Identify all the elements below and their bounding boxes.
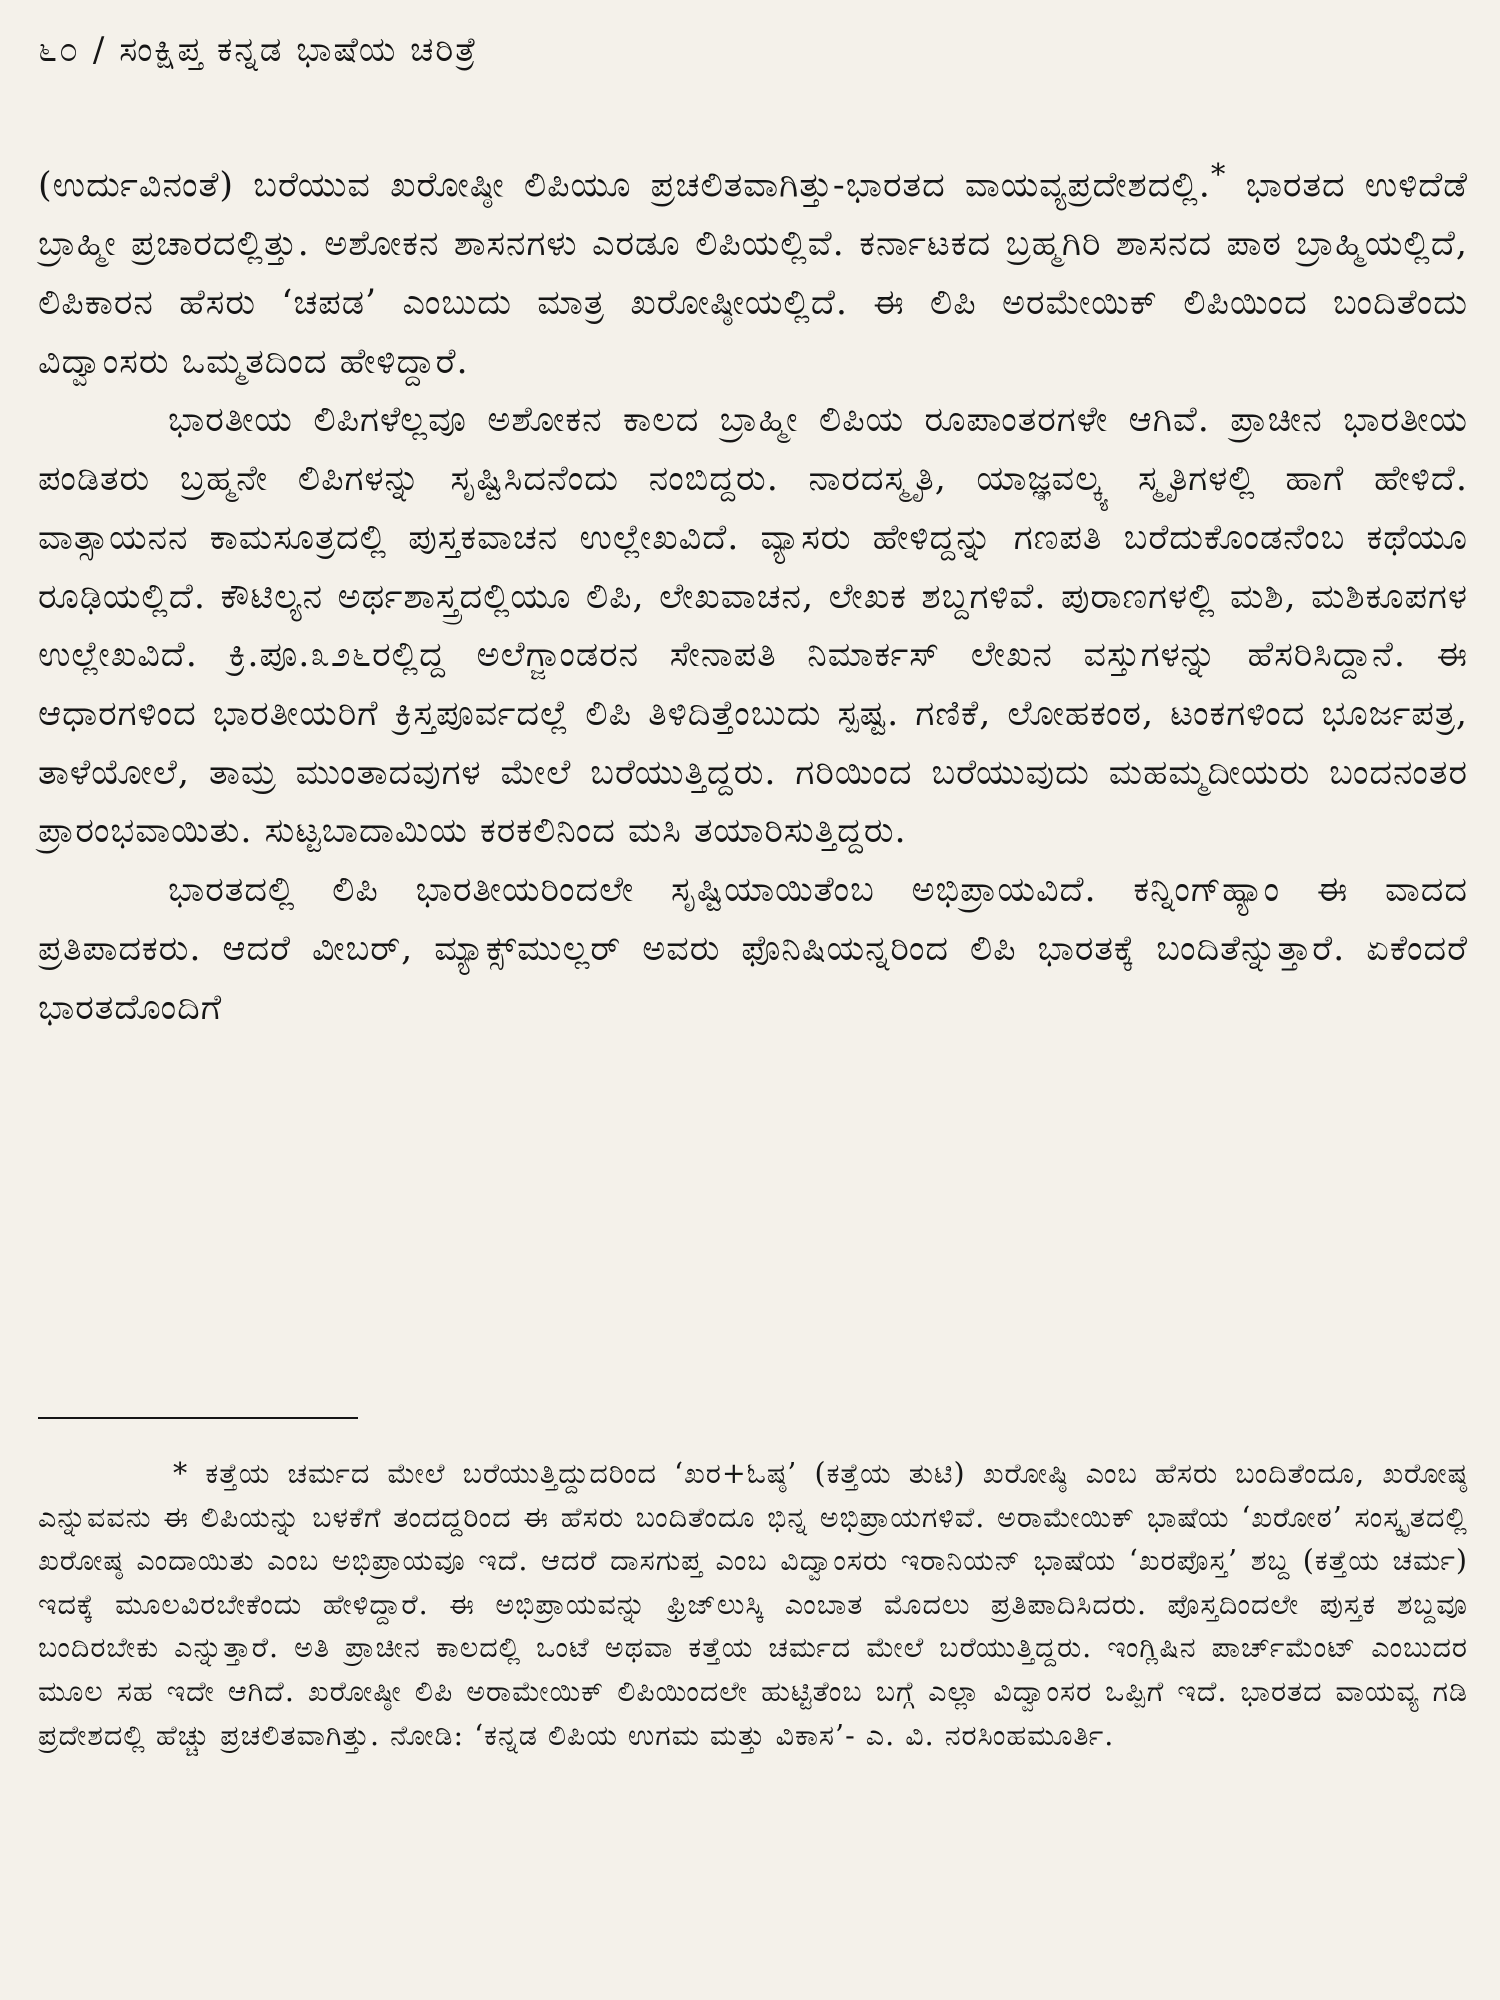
footnote [38,1452,1468,1757]
paragraph-1 [38,145,1468,391]
footnote-text: ಕತ್ತೆಯ ಚರ್ಮದ ಮೇಲೆ ಬರೆಯುತ್ತಿದ್ದುದರಿಂದ ‘ಖರ+ಓಷ್ಠ’ (ಕತ್ತೆಯ ತುಟಿ) ಖರೋಷ್ಠಿ ಎಂಬ ಹೆಸರು ಬಂದಿತೆಂದೂ, ಖರೋಷ್ಠ ಎನ್ನುವವನು ಈ ಲಿಪಿಯನ್ನು ಬಳಕೆಗೆ ತಂದದ್ದರಿಂದ ಈ ಹೆಸರು ಬಂದಿತೆಂದೂ ಭಿನ್ನ ಅಭಿಪ್ರಾಯಗಳಿವೆ. ಅರಾಮೇಯಿಕ್ ಭಾಷೆಯ ‘ಖರೋಠ’ ಸಂಸ್ಕೃತದಲ್ಲಿ ಖರೋಷ್ಠ ಎಂದಾಯಿತು ಎಂಬ ಅಭಿಪ್ರಾಯವೂ ಇದೆ. ಆದರೆ ದಾಸಗುಪ್ತ ಎಂಬ ವಿದ್ವಾಂಸರು ಇರಾನಿಯನ್ ಭಾಷೆಯ ‘ಖರಪೊಸ್ತ’ ಶಬ್ದ (ಕತ್ತೆಯ ಚರ್ಮ) ಇದಕ್ಕೆ ಮೂಲವಿರಬೇಕೆಂದು ಹೇಳಿದ್ದಾರೆ. ಈ ಅಭಿಪ್ರಾಯವನ್ನು ಫ್ರಿಜ್‌ಲುಸ್ಕಿ ಎಂಬಾತ ಮೊದಲು ಪ್ರತಿಪಾದಿಸಿದರು. ಪೊಸ್ತದಿಂದಲೇ ಪುಸ್ತಕ ಶಬ್ದವೂ ಬಂದಿರಬೇಕು ಎನ್ನುತ್ತಾರೆ. ಅತಿ ಪ್ರಾಚೀನ ಕಾಲದಲ್ಲಿ ಒಂಟೆ ಅಥವಾ ಕತ್ತೆಯ ಚರ್ಮದ ಮೇಲೆ ಬರೆಯುತ್ತಿದ್ದರು. ಇಂಗ್ಲಿಷಿನ ಪಾರ್ಚ್‌ಮೆಂಟ್ ಎಂಬುದರ ಮೂಲ ಸಹ ಇದೇ ಆಗಿದೆ. ಖರೋಷ್ಠೀ ಲಿಪಿ ಅರಾಮೇಯಿಕ್ ಲಿಪಿಯಿಂದಲೇ ಹುಟ್ಟಿತೆಂಬ ಬಗ್ಗೆ ಎಲ್ಲಾ ವಿದ್ವಾಂಸರ ಒಪ್ಪಿಗೆ ಇದೆ. ಭಾರತದ ವಾಯವ್ಯ ಗಡಿ ಪ್ರದೇಶದಲ್ಲಿ ಹೆಚ್ಚು ಪ್ರಚಲಿತವಾಗಿತ್ತು. ನೋಡಿ: ‘ಕನ್ನಡ ಲಿಪಿಯ ಉಗಮ ಮತ್ತು ವಿಕಾಸ’- ಎ. ವಿ. ನರಸಿಂಹಮೂರ್ತಿ. [38,1457,1468,1752]
paragraph-1-part-2: ಭಾರತದ ಉಳಿದೆಡೆ ಬ್ರಾಹ್ಮೀ ಪ್ರಚಾರದಲ್ಲಿತ್ತು. ಅಶೋಕನ ಶಾಸನಗಳು ಎರಡೂ ಲಿಪಿಯಲ್ಲಿವೆ. ಕರ್ನಾಟಕದ ಬ್ರಹ್ಮಗಿರಿ ಶಾಸನದ ಪಾಠ ಬ್ರಾಹ್ಮಿಯಲ್ಲಿದೆ, ಲಿಪಿಕಾರನ ಹೆಸರು ‘ಚಪಡ’ ಎಂಬುದು ಮಾತ್ರ ಖರೋಷ್ಠೀಯಲ್ಲಿದೆ. ಈ ಲಿಪಿ ಅರಮೇಯಿಕ್ ಲಿಪಿಯಿಂದ ಬಂದಿತೆಂದು ವಿದ್ವಾಂಸರು ಒಮ್ಮತದಿಂದ ಹೇಳಿದ್ದಾರೆ. [38,165,1468,382]
header-separator: / [92,30,107,70]
running-header [38,30,478,70]
footnote-mark: * [173,1457,189,1490]
page-number: ೬೦ [38,30,81,70]
main-text [38,145,1468,1037]
paragraph-3: ಭಾರತದಲ್ಲಿ ಲಿಪಿ ಭಾರತೀಯರಿಂದಲೇ ಸೃಷ್ಟಿಯಾಯಿತೆಂಬ ಅಭಿಪ್ರಾಯವಿದೆ. ಕನ್ನಿಂಗ್‌ಹ್ಯಾಂ ಈ ವಾದದ ಪ್ರತಿಪಾದಕರು. ಆದರೆ ವೀಬರ್, ಮ್ಯಾಕ್ಸ್‌ಮುಲ್ಲರ್ ಅವರು ಫೊನಿಷಿಯನ್ನರಿಂದ ಲಿಪಿ ಭಾರತಕ್ಕೆ ಬಂದಿತೆನ್ನುತ್ತಾರೆ. ಏಕೆಂದರೆ ಭಾರತದೊಂದಿಗೆ [38,870,1468,1028]
footnote-reference: * [1210,157,1227,191]
footnote-divider [38,1417,358,1419]
paragraph-2: ಭಾರತೀಯ ಲಿಪಿಗಳೆಲ್ಲವೂ ಅಶೋಕನ ಕಾಲದ ಬ್ರಾಹ್ಮೀ ಲಿಪಿಯ ರೂಪಾಂತರಗಳೇ ಆಗಿವೆ. ಪ್ರಾಚೀನ ಭಾರತೀಯ ಪಂಡಿತರು ಬ್ರಹ್ಮನೇ ಲಿಪಿಗಳನ್ನು ಸೃಷ್ಟಿಸಿದನೆಂದು ನಂಬಿದ್ದರು. ನಾರದಸ್ಮೃತಿ, ಯಾಜ್ಞವಲ್ಕ್ಯ ಸ್ಮೃತಿಗಳಲ್ಲಿ ಹಾಗೆ ಹೇಳಿದೆ. ವಾತ್ಸಾಯನನ ಕಾಮಸೂತ್ರದಲ್ಲಿ ಪುಸ್ತಕವಾಚನ ಉಲ್ಲೇಖವಿದೆ. ವ್ಯಾಸರು ಹೇಳಿದ್ದನ್ನು ಗಣಪತಿ ಬರೆದುಕೊಂಡನೆಂಬ ಕಥೆಯೂ ರೂಢಿಯಲ್ಲಿದೆ. ಕೌಟಿಲ್ಯನ ಅರ್ಥಶಾಸ್ತ್ರದಲ್ಲಿಯೂ ಲಿಪಿ, ಲೇಖವಾಚನ, ಲೇಖಕ ಶಬ್ದಗಳಿವೆ. ಪುರಾಣಗಳಲ್ಲಿ ಮಶಿ, ಮಶಿಕೂಪಗಳ ಉಲ್ಲೇಖವಿದೆ. ಕ್ರಿ.ಪೂ.೩೨೬ರಲ್ಲಿದ್ದ ಅಲೆಗ್ಜಾಂಡರನ ಸೇನಾಪತಿ ನಿಮಾರ್ಕಸ್ ಲೇಖನ ವಸ್ತುಗಳನ್ನು ಹೆಸರಿಸಿದ್ದಾನೆ. ಈ ಆಧಾರಗಳಿಂದ ಭಾರತೀಯರಿಗೆ ಕ್ರಿಸ್ತಪೂರ್ವದಲ್ಲೆ ಲಿಪಿ ತಿಳಿದಿತ್ತೆಂಬುದು ಸ್ಪಷ್ಟ. ಗಣಿಕೆ, ಲೋಹಕಂಠ, ಟಂಕಗಳಿಂದ ಭೂರ್ಜಪತ್ರ, ತಾಳೆಯೋಲೆ, ತಾಮ್ರ ಮುಂತಾದವುಗಳ ಮೇಲೆ ಬರೆಯುತ್ತಿದ್ದರು. ಗರಿಯಿಂದ ಬರೆಯುವುದು ಮಹಮ್ಮದೀಯರು ಬಂದನಂತರ ಪ್ರಾರಂಭವಾಯಿತು. ಸುಟ್ಟಬಾದಾಮಿಯ ಕರಕಲಿನಿಂದ ಮಸಿ ತಯಾರಿಸುತ್ತಿದ್ದರು. [38,400,1468,852]
paragraph-1-part-1: (ಉರ್ದುವಿನಂತೆ) ಬರೆಯುವ ಖರೋಷ್ಠೀ ಲಿಪಿಯೂ ಪ್ರಚಲಿತವಾಗಿತ್ತು-ಭಾರತದ ವಾಯವ್ಯಪ್ರದೇಶದಲ್ಲಿ. [38,165,1211,206]
book-title: ಸಂಕ್ಷಿಪ್ತ ಕನ್ನಡ ಭಾಷೆಯ ಚರಿತ್ರೆ [119,30,479,70]
